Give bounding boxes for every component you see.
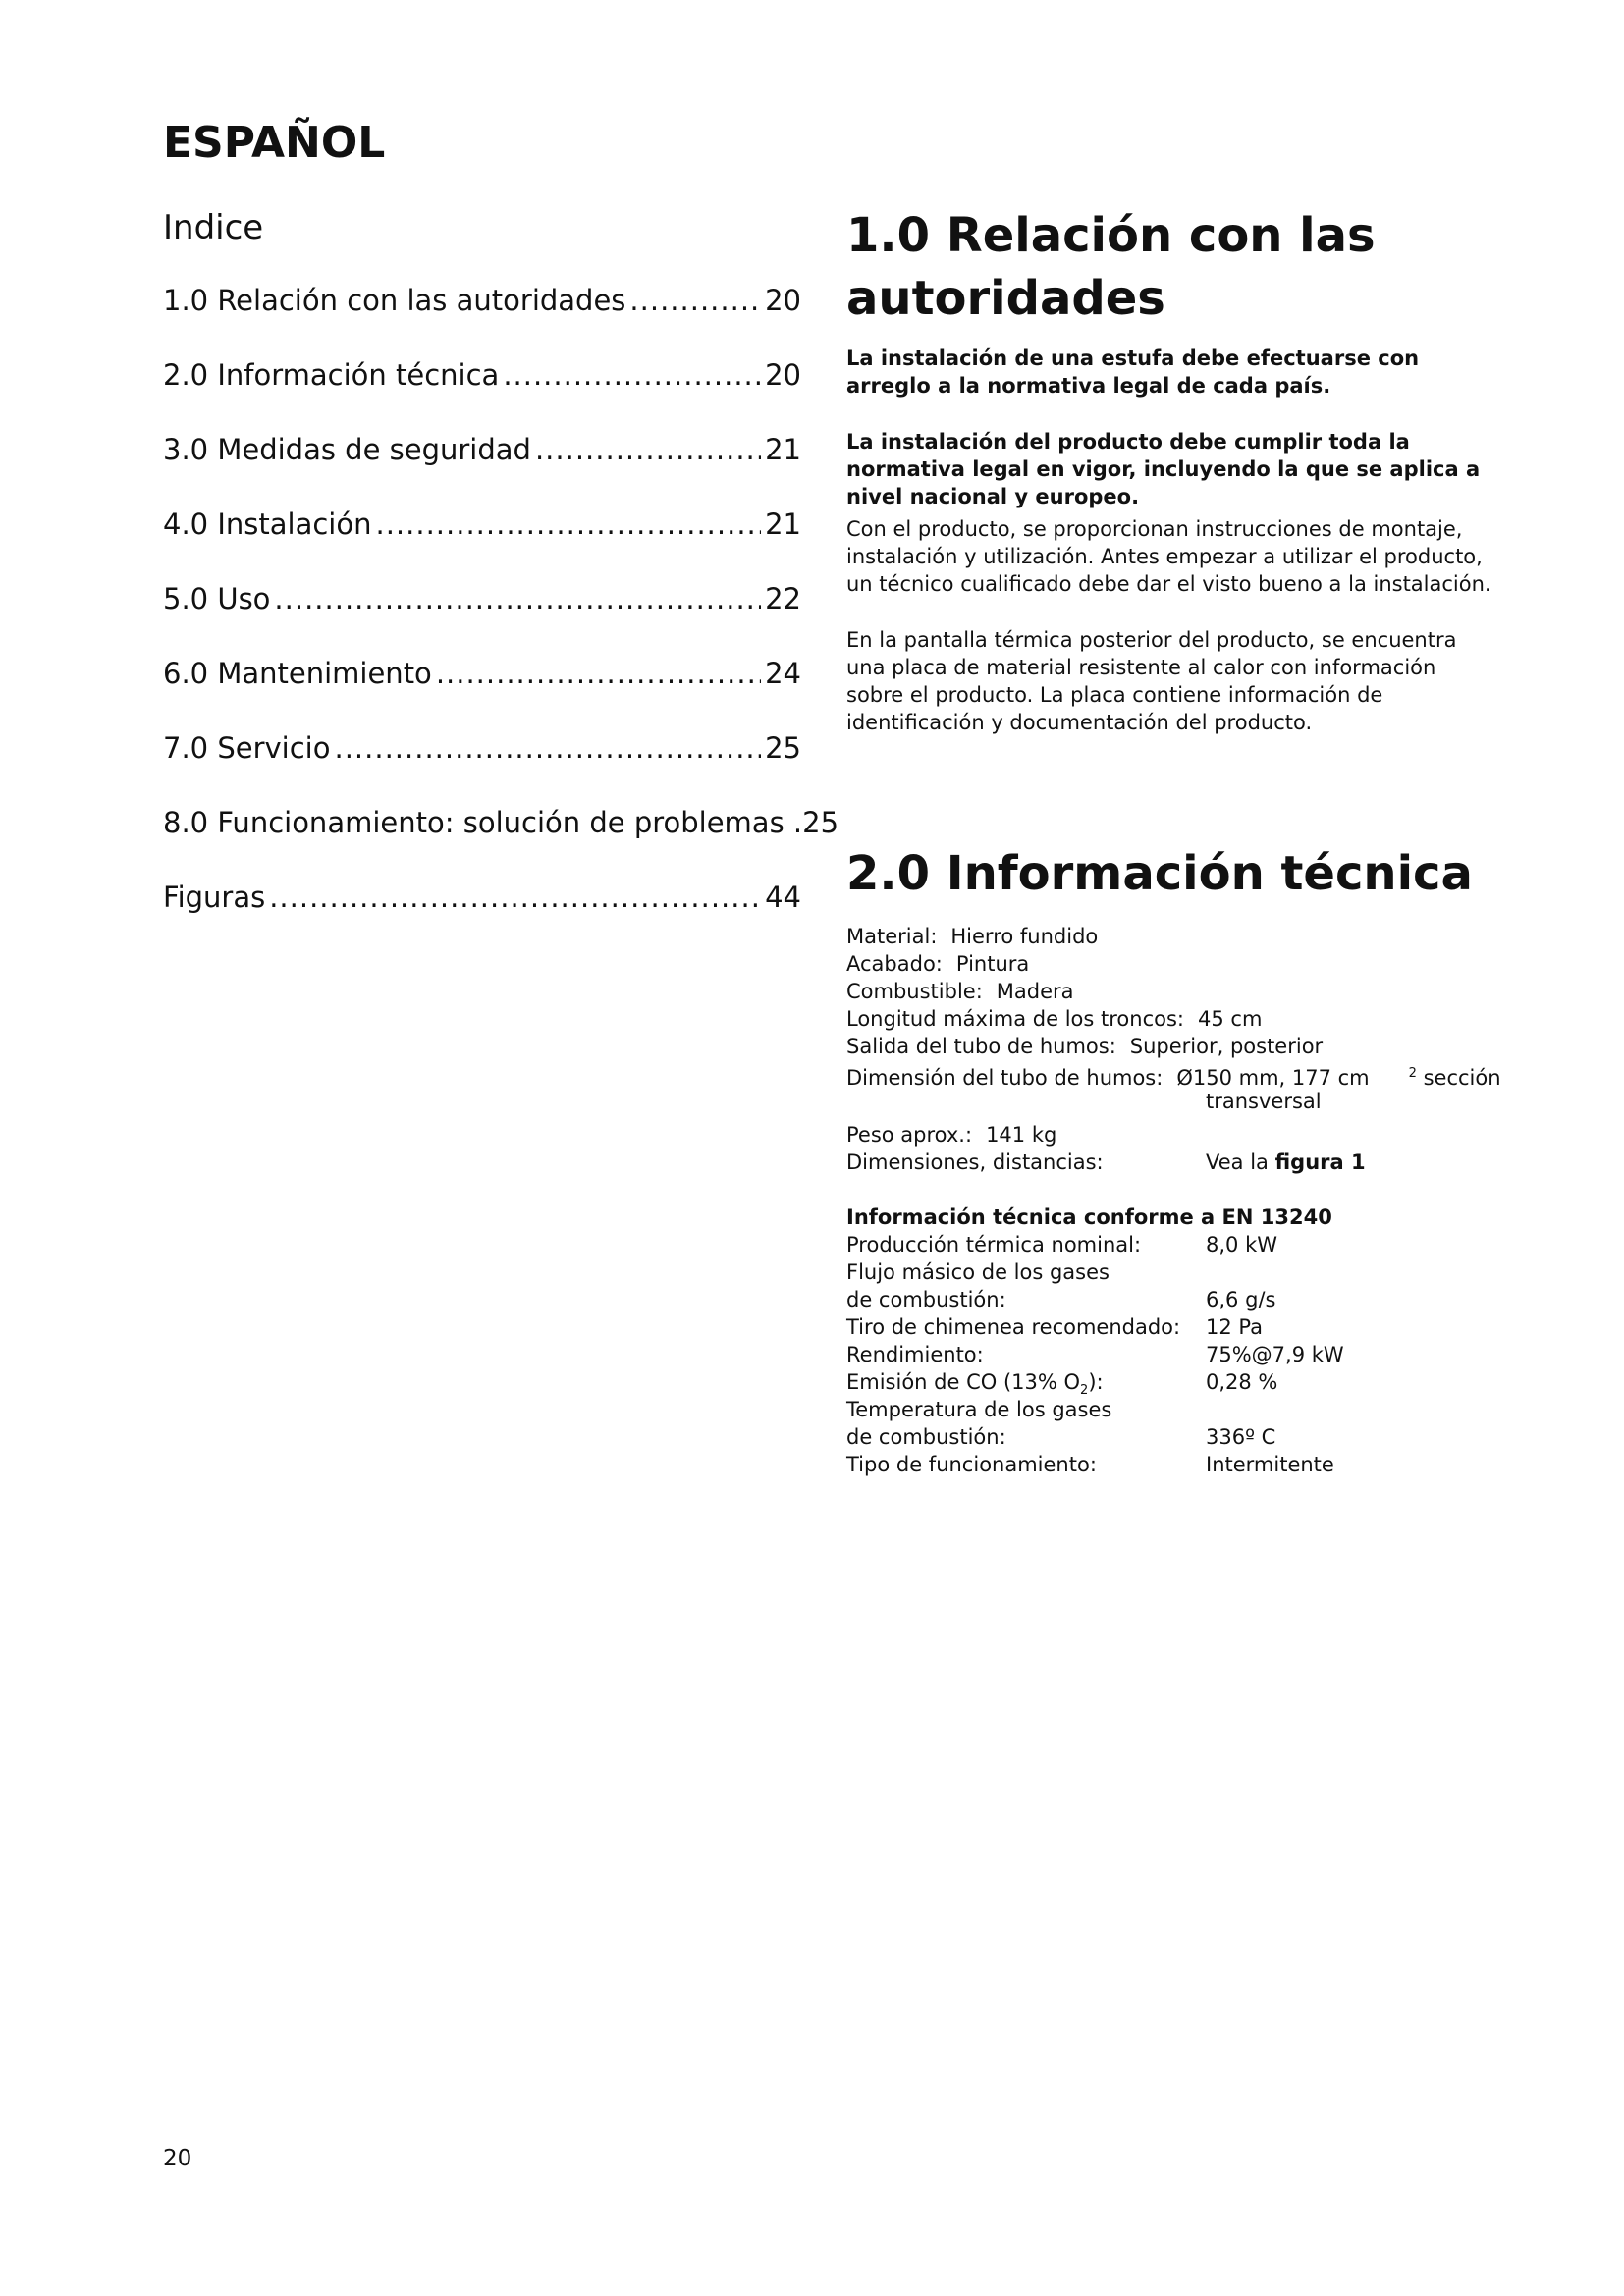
table-of-contents (163, 208, 839, 914)
en-temp-1: Temperatura de los gases (846, 1398, 1112, 1421)
toc-leader (535, 433, 761, 466)
toc-item-label: 1.0 Relación con las autoridades (163, 284, 626, 317)
spec-combustible: Combustible: Madera (846, 980, 1074, 1003)
section-1-paragraph-2: La instalación del producto debe cumplir toda la normativa legal en vigor, incluyendo la que se aplica a nivel nacional y europeo. (846, 430, 1481, 508)
section-1-paragraph-3: Con el producto, se proporcionan instrucciones de montaje, instalación y utilización. Antes empezar a utilizar el producto, un técnico cualificado debe dar el visto bueno a la instalación. (846, 517, 1491, 596)
toc-item-page: 21 (765, 507, 801, 541)
section-1-title: 1.0 Relación con las autoridades (846, 208, 1376, 326)
toc-item[interactable] (163, 657, 801, 731)
toc-item-page: 24 (765, 657, 801, 690)
spec-acabado: Acabado: Pintura (846, 952, 1030, 976)
en-emision: Emisión de CO (13% $O_2$): 0,28 % (846, 1370, 1278, 1399)
spec-salida: Salida del tubo de humos: Superior, posterior (846, 1035, 1324, 1058)
spec-dimension: Dimensión del tubo de humos: Ø150 mm, 177 cm $^2$ sección (846, 1066, 1501, 1090)
page-number: 20 (163, 2146, 192, 2171)
toc-item-label: 6.0 Mantenimiento (163, 657, 432, 690)
toc-item-label: 2.0 Información técnica (163, 358, 500, 392)
en-produccion: Producción térmica nominal: 8,0 kW (846, 1233, 1277, 1256)
en-flujo-2: de combustión: 6,6 g/s (846, 1288, 1276, 1311)
en-temp-2: de combustión: 336º C (846, 1425, 1276, 1449)
section-authorities (846, 204, 1494, 734)
en13240-heading: Información técnica conforme a EN 13240 (846, 1205, 1332, 1229)
spec-dimension-line2: transversal (1206, 1090, 1322, 1113)
toc-item-label: 5.0 Uso (163, 582, 271, 615)
figure-reference[interactable]: figura 1 (1274, 1150, 1366, 1174)
toc-item-label: 8.0 Funcionamiento: solución de problemas . (163, 806, 803, 839)
toc-leader (274, 582, 761, 615)
toc-item[interactable] (163, 433, 801, 507)
toc-leader (503, 358, 761, 392)
toc-item[interactable] (163, 731, 801, 806)
section-1-paragraph-1: La instalación de una estufa debe efectuarse con arreglo a la normativa legal de cada país. (846, 347, 1420, 398)
en-tipo: Tipo de funcionamiento: Intermitente (846, 1453, 1334, 1476)
toc-item[interactable] (163, 582, 801, 657)
toc-item-page: 21 (765, 433, 801, 466)
toc-item-page: 25 (802, 806, 839, 839)
section-technical-info (846, 842, 1501, 1476)
toc-title: Indice (163, 208, 264, 247)
en-tiro: Tiro de chimenea recomendado: 12 Pa (846, 1315, 1263, 1339)
spec-longitud: Longitud máxima de los troncos: 45 cm (846, 1007, 1263, 1031)
toc-list (163, 284, 839, 955)
toc-leader (436, 657, 761, 690)
en-rendimiento: Rendimiento: 75%@7,9 kW (846, 1343, 1344, 1366)
toc-leader (334, 731, 761, 765)
toc-item-page: 20 (765, 358, 801, 392)
toc-item-page: 22 (765, 582, 801, 615)
toc-item-label: 3.0 Medidas de seguridad (163, 433, 531, 466)
toc-item[interactable] (163, 881, 801, 955)
toc-item-page: 25 (765, 731, 801, 765)
spec-dimensiones: Dimensiones, distancias: Vea la figura 1 (846, 1150, 1366, 1174)
toc-leader (269, 881, 761, 914)
section-1-paragraph-4: En la pantalla térmica posterior del producto, se encuentra una placa de material resistente al calor con información sobre el producto. La placa contiene información de identificación y documentación del producto. (846, 628, 1457, 734)
toc-item-page: 44 (765, 881, 801, 914)
toc-item-page: 20 (765, 284, 801, 317)
toc-leader (375, 507, 761, 541)
section-2-title: 2.0 Información técnica (846, 846, 1473, 901)
toc-item[interactable] (163, 507, 801, 582)
toc-item-label: 4.0 Instalación (163, 507, 372, 541)
toc-item-label: Figuras (163, 881, 266, 914)
toc-item-label: 7.0 Servicio (163, 731, 331, 765)
en-flujo-1: Flujo másico de los gases (846, 1260, 1110, 1284)
language-heading: ESPAÑOL (163, 118, 386, 168)
toc-item[interactable] (163, 284, 801, 358)
spec-peso: Peso aprox.: 141 kg (846, 1123, 1057, 1147)
toc-item[interactable] (163, 358, 801, 433)
toc-item[interactable] (163, 806, 839, 881)
toc-leader (629, 284, 761, 317)
spec-material: Material: Hierro fundido (846, 925, 1099, 948)
